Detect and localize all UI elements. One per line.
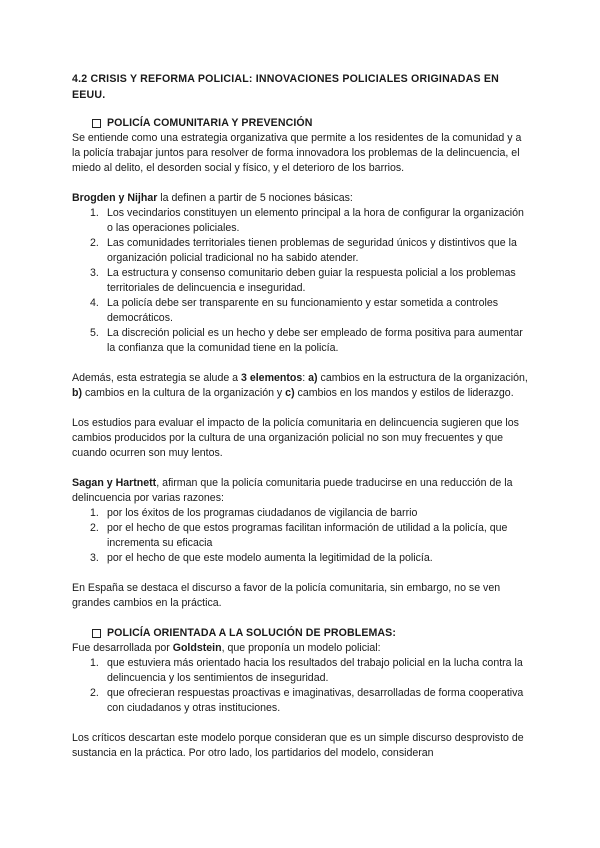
- text-run: cambios en los mandos y estilos de liderazgo.: [294, 387, 514, 399]
- list-item: [72, 686, 528, 716]
- list-number: 1.: [90, 657, 99, 669]
- list-item-text: Las comunidades territoriales tienen problemas de seguridad únicos y distintivos que la organización policial tradicional no ha sabido atender.: [107, 237, 517, 264]
- list-item: [72, 296, 528, 326]
- text-run: , que proponía un modelo policial:: [221, 642, 381, 654]
- bold-run: b): [72, 387, 82, 399]
- critics-paragraph: Los críticos descartan este modelo porque consideran que es un simple discurso desprovisto de sustancia en la práctica. Por otro lado, los partidarios del modelo, consideran: [72, 732, 524, 759]
- text-run: :: [302, 372, 309, 384]
- checkbox-icon: [92, 119, 101, 128]
- sagan-lead: , afirman que la policía comunitaria puede traducirse en una reducción de la delincuencia por varias razones:: [72, 477, 513, 504]
- bold-run: 3 elementos: [241, 372, 303, 384]
- text-run: Fue desarrollada por: [72, 642, 173, 654]
- list-item: [72, 656, 528, 686]
- checkbox-icon: [92, 629, 101, 638]
- community-policing-definition: Se entiende como una estrategia organizativa que permite a los residentes de la comunidad y a la policía trabajar juntos para resolver de forma innovadora los problemas de la delincuencia, el miedo al delito, el desorden social y físico, y el deterioro de los barrios.: [72, 132, 522, 174]
- brogden-paragraph: [72, 191, 528, 206]
- list-number: 4.: [90, 297, 99, 309]
- section-heading-label: POLICÍA COMUNITARIA Y PREVENCIÓN: [107, 117, 313, 129]
- list-item: [72, 326, 528, 356]
- brogden-authors: Brogden y Nijhar: [72, 192, 158, 204]
- page-title: 4.2 CRISIS Y REFORMA POLICIAL: INNOVACIONES POLICIALES ORIGINADAS EN EEUU.: [72, 73, 499, 101]
- sagan-authors: Sagan y Hartnett: [72, 477, 157, 489]
- list-number: 2.: [90, 237, 99, 249]
- list-number: 2.: [90, 522, 99, 534]
- studies-paragraph: Los estudios para evaluar el impacto de la policía comunitaria en delincuencia sugieren que los cambios producidos por la cultura de una organización policial no son muy frecuentes y que cuando ocurren son muy lentos.: [72, 417, 519, 459]
- sagan-list: [72, 506, 528, 566]
- list-item-text: por el hecho de que este modelo aumenta la legitimidad de la policía.: [107, 552, 433, 564]
- three-elements-paragraph: [72, 371, 528, 401]
- list-item-text: La discreción policial es un hecho y debe ser empleado de forma positiva para aumentar la confianza que la comunidad tiene en la policía.: [107, 327, 523, 354]
- sagan-paragraph: [72, 476, 528, 506]
- text-run: cambios en la estructura de la organización,: [317, 372, 528, 384]
- list-item-text: que estuviera más orientado hacia los resultados del trabajo policial en la lucha contra la delincuencia y los sentimientos de inseguridad.: [107, 657, 523, 684]
- document-page: [72, 71, 528, 761]
- list-item-text: La policía debe ser transparente en su funcionamiento y estar sometida a controles democráticos.: [107, 297, 499, 324]
- list-item-text: que ofrecieran respuestas proactivas e imaginativas, desarrolladas de forma cooperativa con ciudadanos y otras instituciones.: [107, 687, 524, 714]
- brogden-list: [72, 206, 528, 356]
- bold-run: c): [285, 387, 295, 399]
- list-number: 1.: [90, 207, 99, 219]
- list-item: [72, 551, 528, 566]
- list-number: 1.: [90, 507, 99, 519]
- list-number: 3.: [90, 267, 99, 279]
- list-number: 2.: [90, 687, 99, 699]
- text-run: cambios en la cultura de la organización y: [82, 387, 286, 399]
- list-number: 3.: [90, 552, 99, 564]
- spain-paragraph: En España se destaca el discurso a favor de la policía comunitaria, sin embargo, no se ven grandes cambios en la práctica.: [72, 582, 501, 609]
- goldstein-author: Goldstein: [172, 642, 222, 654]
- goldstein-paragraph: [72, 641, 528, 656]
- section-heading-label: POLICÍA ORIENTADA A LA SOLUCIÓN DE PROBLEMAS:: [107, 627, 396, 639]
- list-item: [72, 236, 528, 266]
- list-item-text: por el hecho de que estos programas facilitan información de utilidad a la policía, que incrementa su eficacia: [107, 522, 508, 549]
- list-item: [72, 506, 528, 521]
- list-item: [72, 266, 528, 296]
- list-item: [72, 206, 528, 236]
- list-item: [72, 521, 528, 551]
- text-run: Además, esta estrategia se alude a: [72, 372, 242, 384]
- brogden-lead: la definen a partir de 5 nociones básicas:: [157, 192, 353, 204]
- section-heading-problem-solving: [92, 626, 528, 641]
- list-item-text: La estructura y consenso comunitario deben guiar la respuesta policial a los problemas territoriales de delincuencia e inseguridad.: [107, 267, 516, 294]
- bold-run: a): [308, 372, 318, 384]
- section-heading-community-policing: [92, 116, 528, 131]
- list-item-text: Los vecindarios constituyen un elemento principal a la hora de configurar la organización o las operaciones policiales.: [107, 207, 524, 234]
- list-item-text: por los éxitos de los programas ciudadanos de vigilancia de barrio: [107, 507, 418, 519]
- list-number: 5.: [90, 327, 99, 339]
- goldstein-list: [72, 656, 528, 716]
